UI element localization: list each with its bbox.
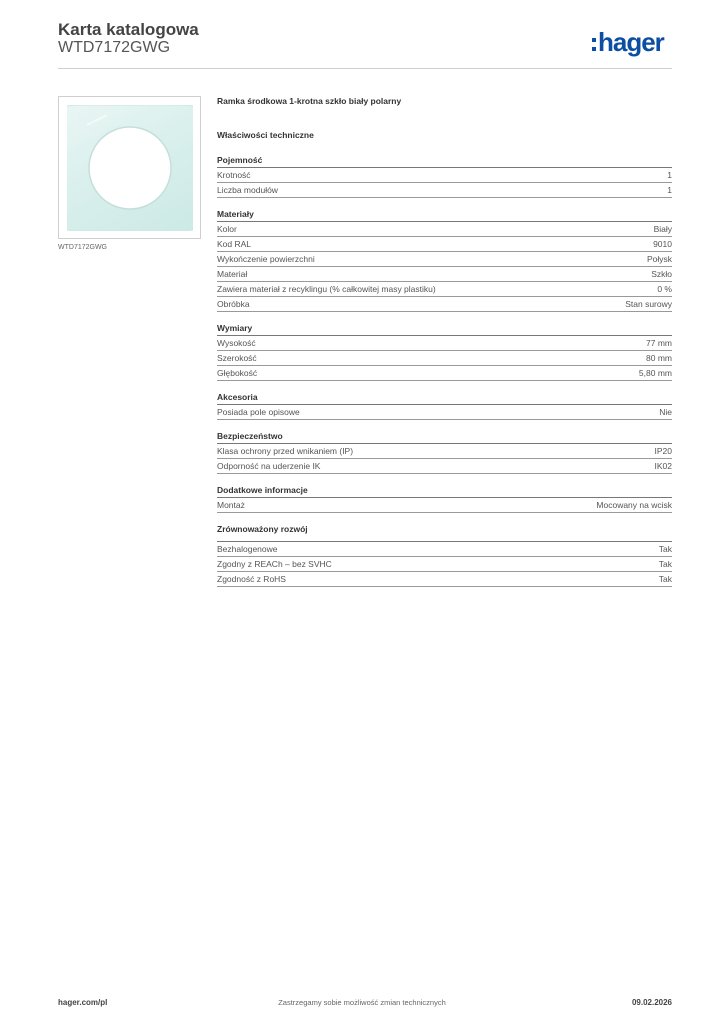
- spec-row: [217, 498, 672, 513]
- spec-label: Bezhalogenowe: [217, 544, 278, 554]
- spec-label: Krotność: [217, 170, 251, 180]
- spec-value: 1: [667, 170, 672, 180]
- spec-value: Połysk: [646, 254, 672, 264]
- spec-label: Szerokość: [217, 353, 257, 363]
- section-title: Wymiary: [217, 321, 672, 336]
- spec-value: IP20: [654, 446, 672, 456]
- spec-value: 9010: [653, 239, 672, 249]
- image-caption: WTD7172GWG: [58, 244, 108, 251]
- spec-row: [217, 222, 672, 237]
- section-title: Zrównoważony rozwój: [217, 524, 308, 534]
- spec-row: [217, 351, 672, 366]
- footer-notice: Zastrzegamy sobie możliwość zmian technicznych: [278, 998, 446, 1007]
- spec-value: IK02: [654, 461, 672, 471]
- spec-label: Materiał: [217, 269, 248, 279]
- spec-label: Zgodny z REACh – bez SVHC: [217, 559, 332, 569]
- spec-value: Tak: [658, 544, 672, 554]
- section-capacity: [217, 153, 672, 198]
- section-title: Dodatkowe informacje: [217, 483, 672, 498]
- spec-label: Liczba modułów: [217, 185, 278, 195]
- section-title: Materiały: [217, 207, 672, 222]
- spec-value: Mocowany na wcisk: [596, 500, 672, 510]
- section-additional-info: [217, 483, 672, 513]
- spec-label: Kolor: [217, 224, 237, 234]
- footer-date: 09.02.2026: [631, 998, 672, 1007]
- spec-label: Odporność na uderzenie IK: [217, 461, 321, 471]
- spec-row: [217, 405, 672, 420]
- spec-value: Nie: [659, 407, 672, 417]
- spec-row: [217, 183, 672, 198]
- spec-label: Głębokość: [217, 368, 258, 378]
- spec-row: [217, 459, 672, 474]
- spec-value: Biały: [653, 224, 672, 234]
- spec-value: 5,80 mm: [638, 368, 672, 378]
- spec-value: Tak: [658, 559, 672, 569]
- spec-content: [217, 96, 672, 587]
- product-code: WTD7172GWG: [58, 39, 171, 56]
- spec-row: [217, 572, 672, 587]
- spec-row: [217, 542, 672, 557]
- spec-value: 80 mm: [646, 353, 672, 363]
- spec-label: Zgodność z RoHS: [217, 574, 286, 584]
- header-divider: [58, 68, 672, 69]
- spec-label: Wysokość: [217, 338, 256, 348]
- section-safety: [217, 429, 672, 474]
- product-image: [58, 96, 201, 239]
- spec-row: [217, 444, 672, 459]
- spec-row: [217, 168, 672, 183]
- spec-label: Wykończenie powierzchni: [217, 254, 315, 264]
- spec-row: [217, 557, 672, 572]
- spec-row: [217, 282, 672, 297]
- spec-value: 0 %: [657, 284, 672, 294]
- spec-label: Posiada pole opisowe: [217, 407, 300, 417]
- spec-value: Tak: [658, 574, 672, 584]
- logo-wordmark: hager: [598, 27, 664, 57]
- page-title: Karta katalogowa: [58, 20, 199, 39]
- spec-label: Kod RAL: [217, 239, 252, 249]
- logo-mark-icon: [592, 38, 596, 51]
- spec-value: Stan surowy: [625, 299, 672, 309]
- spec-value: Szkło: [651, 269, 672, 279]
- spec-row: [217, 267, 672, 282]
- spec-label: Montaż: [217, 500, 245, 510]
- spec-row: [217, 366, 672, 381]
- properties-heading: Właściwości techniczne: [217, 130, 314, 140]
- spec-row: [217, 297, 672, 312]
- spec-row: [217, 237, 672, 252]
- spec-value: 1: [667, 185, 672, 195]
- spec-label: Obróbka: [217, 299, 250, 309]
- section-title: Bezpieczeństwo: [217, 429, 672, 444]
- hager-logo: [592, 26, 664, 58]
- spec-row: [217, 252, 672, 267]
- section-sustainability: [217, 522, 672, 587]
- section-title: Pojemność: [217, 153, 672, 168]
- spec-row: [217, 336, 672, 351]
- section-title: Akcesoria: [217, 390, 672, 405]
- spec-label: Zawiera materiał z recyklingu (% całkowitej masy plastiku): [217, 284, 436, 294]
- product-title: Ramka środkowa 1-krotna szkło biały polarny: [217, 96, 402, 106]
- section-dimensions: [217, 321, 672, 381]
- section-accessories: [217, 390, 672, 420]
- section-materials: [217, 207, 672, 312]
- spec-label: Klasa ochrony przed wnikaniem (IP): [217, 446, 354, 456]
- footer-website-link[interactable]: hager.com/pl: [58, 998, 108, 1007]
- glass-frame-icon: [67, 105, 193, 231]
- spec-value: 77 mm: [646, 338, 672, 348]
